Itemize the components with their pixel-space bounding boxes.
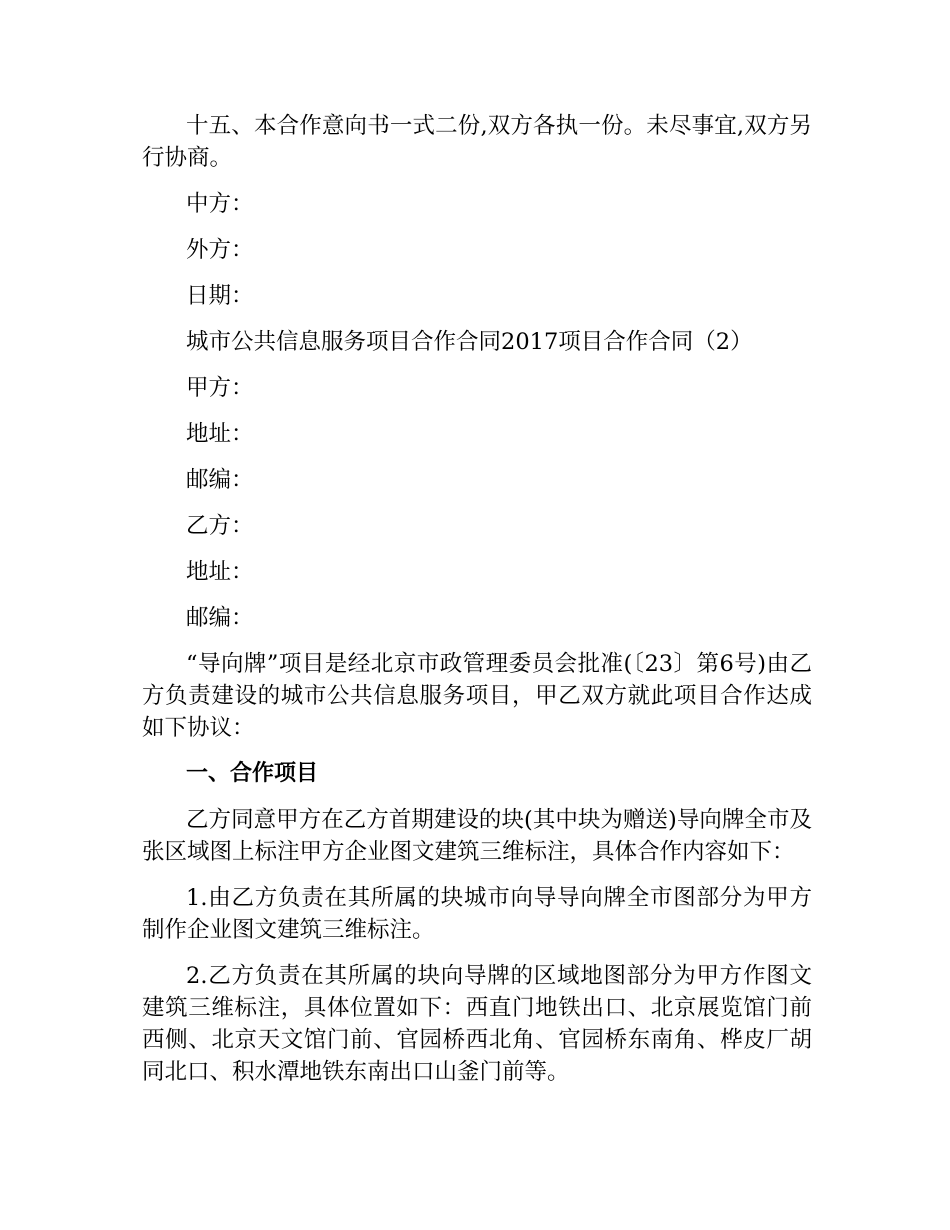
cooperation-content-paragraph: 乙方同意甲方在乙方首期建设的块(其中块为赠送)导向牌全市及张区域图上标注甲方企业图文建筑三维标注，具体合作内容如下： [142, 807, 812, 865]
party-b-address-label: 地址： [186, 559, 254, 585]
party-b-label: 乙方： [186, 513, 254, 539]
clause-1-paragraph: 1.由乙方负责在其所属的块城市向导导向牌全市图部分为甲方制作企业图文建筑三维标注。 [142, 885, 812, 943]
chinese-party-label: 中方： [186, 191, 254, 217]
closing-clause: 十五、本合作意向书一式二份,双方各执一份。未尽事宜,双方另行协商。 [142, 113, 812, 171]
document-page [142, 110, 812, 1102]
contract-title: 城市公共信息服务项目合作合同2017项目合作合同（2） [186, 329, 753, 355]
party-a-postcode-label: 邮编： [186, 467, 254, 493]
party-a-label: 甲方： [186, 375, 254, 401]
party-b-postcode-label: 邮编： [186, 605, 254, 631]
clause-2-paragraph: 2.乙方负责在其所属的块向导牌的区域地图部分为甲方作图文建筑三维标注，具体位置如下：西直门地铁出口、北京展览馆门前西侧、北京天文馆门前、官园桥西北角、官园桥东南角、桦皮厂胡同北口、积水潭地铁东南出口山釜门前等。 [142, 963, 812, 1085]
foreign-party-label: 外方： [186, 237, 254, 263]
section-heading: 一、合作项目 [186, 761, 319, 786]
date-label: 日期： [186, 283, 254, 309]
project-intro-paragraph: “导向牌”项目是经北京市政管理委员会批准(〔23〕第6号)由乙方负责建设的城市公共信息服务项目，甲乙双方就此项目合作达成如下协议： [142, 651, 812, 741]
party-a-address-label: 地址： [186, 421, 254, 447]
